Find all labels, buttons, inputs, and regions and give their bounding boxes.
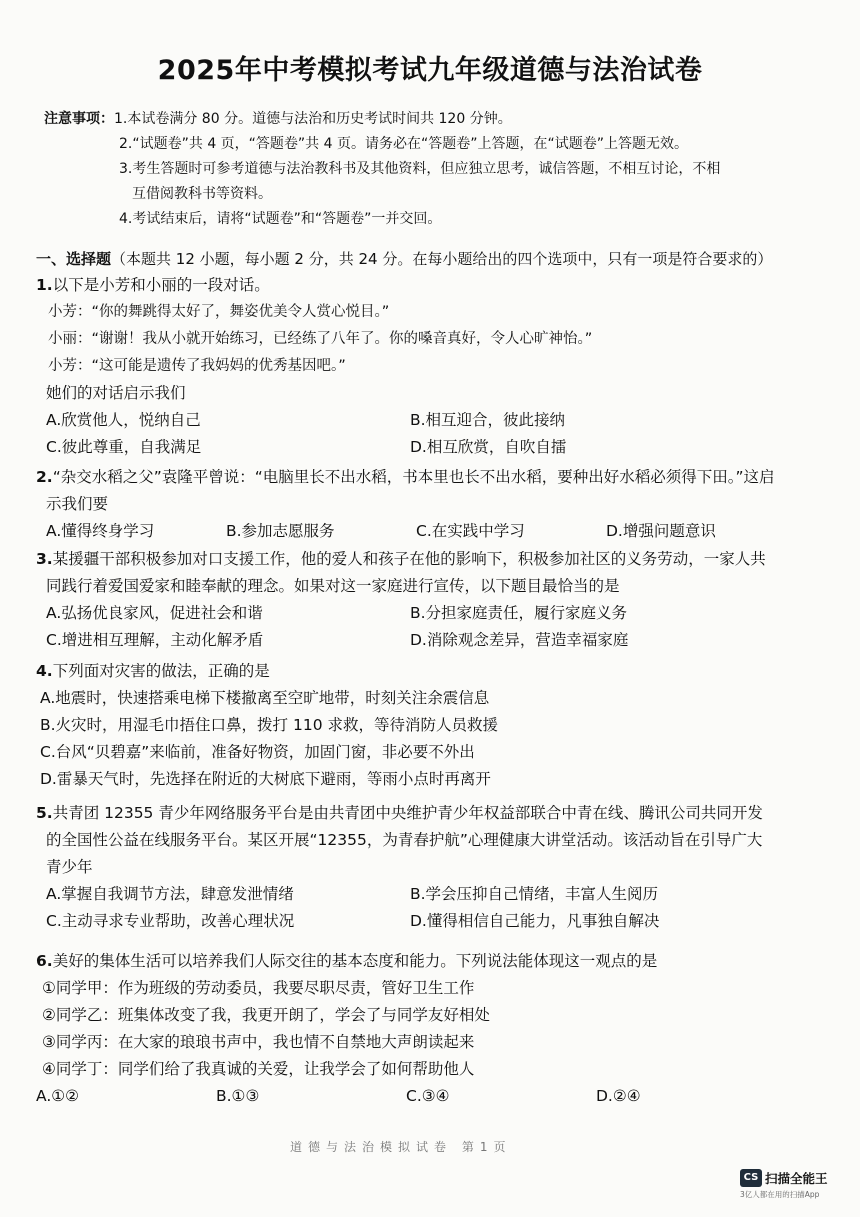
option-c[interactable]: C.主动寻求专业帮助，改善心理状况	[46, 912, 295, 930]
notice-item: 4.考试结束后，请将“试题卷”和“答题卷”一并交回。	[119, 211, 442, 227]
question-stem: 某援疆干部积极参加对口支援工作，他的爱人和孩子在他的影响下，积极参加社区的义务劳动，一家人共	[52, 550, 766, 568]
question-number: 1.	[36, 276, 53, 294]
options	[36, 518, 826, 545]
statement-item: ③同学丙：在大家的琅琅书声中，我也情不自禁地大声朗读起来	[42, 1033, 475, 1051]
question-1	[36, 272, 826, 461]
options	[36, 600, 826, 654]
options	[36, 1083, 826, 1110]
question-stem-cont: 示我们要	[46, 495, 109, 513]
options	[36, 881, 826, 935]
option-d[interactable]: D.增强问题意识	[606, 522, 716, 540]
question-number: 5.	[36, 804, 53, 822]
question-stem: 美好的集体生活可以培养我们人际交往的基本态度和能力。下列说法能体现这一观点的是	[52, 952, 658, 970]
option-d[interactable]: D.消除观念差异，营造幸福家庭	[410, 631, 629, 649]
question-3	[36, 546, 826, 654]
section-heading	[36, 248, 826, 269]
scanner-watermark	[740, 1167, 850, 1200]
question-stem: “杂交水稻之父”袁隆平曾说：“电脑里长不出水稻，书本里也长不出水稻，要种出好水稻必须得下田。”这启	[52, 468, 775, 486]
question-number: 6.	[36, 952, 53, 970]
section-title: 一、选择题	[36, 250, 112, 268]
option-c[interactable]: C.台风“贝碧嘉”来临前，准备好物资，加固门窗，非必要不外出	[40, 743, 475, 761]
option-d[interactable]: D.②④	[596, 1087, 641, 1105]
option-a[interactable]: A.懂得终身学习	[46, 522, 155, 540]
option-d[interactable]: D.相互欣赏，自吹自擂	[410, 438, 567, 456]
question-6	[36, 948, 826, 1110]
statement-item: ①同学甲：作为班级的劳动委员，我要尽职尽责，管好卫生工作	[42, 979, 475, 997]
option-a[interactable]: A.①②	[36, 1087, 80, 1105]
watermark-tagline: 3亿人都在用的扫描App	[740, 1189, 820, 1199]
option-c[interactable]: C.增进相互理解，主动化解矛盾	[46, 631, 264, 649]
statement-item: ④同学丁：同学们给了我真诚的关爱，让我学会了如何帮助他人	[42, 1060, 475, 1078]
option-b[interactable]: B.学会压抑自己情绪，丰富人生阅历	[410, 885, 659, 903]
dialog-line: 小丽：“谢谢！我从小就开始练习，已经练了八年了。你的嗓音真好，令人心旷神怡。”	[48, 331, 593, 347]
option-a[interactable]: A.欣赏他人，悦纳自己	[46, 411, 201, 429]
page-footer: 道德与法治模拟试卷 第1页	[290, 1140, 512, 1154]
question-stem: 共青团 12355 青少年网络服务平台是由共青团中央维护青少年权益部联合中青在线、腾讯公司共同开发	[52, 804, 763, 822]
notice-item: 1.本试卷满分 80 分。道德与法治和历史考试时间共 120 分钟。	[114, 111, 512, 127]
question-stem-cont: 的全国性公益在线服务平台。某区开展“12355，为青春护航”心理健康大讲堂活动。该活动旨在引导广大	[46, 831, 763, 849]
option-c[interactable]: C.彼此尊重，自我满足	[46, 438, 202, 456]
camscanner-logo-icon: CS	[740, 1169, 762, 1187]
notice-block	[44, 107, 824, 232]
option-a[interactable]: A.掌握自我调节方法，肆意发泄情绪	[46, 885, 294, 903]
question-ask: 她们的对话启示我们	[46, 384, 186, 402]
section-desc: （本题共 12 小题，每小题 2 分，共 24 分。在每小题给出的四个选项中，只有一项是符合要求的）	[111, 250, 773, 268]
dialog-line: 小芳：“这可能是遗传了我妈妈的优秀基因吧。”	[48, 358, 346, 374]
option-b[interactable]: B.分担家庭责任，履行家庭义务	[410, 604, 628, 622]
option-a[interactable]: A.弘扬优良家风，促进社会和谐	[46, 604, 263, 622]
option-c[interactable]: C.在实践中学习	[416, 522, 525, 540]
option-c[interactable]: C.③④	[406, 1087, 450, 1105]
option-b[interactable]: B.相互迎合，彼此接纳	[410, 411, 566, 429]
question-4	[36, 658, 826, 793]
page-title: 2025年中考模拟考试九年级道德与法治试卷	[157, 55, 703, 86]
question-number: 4.	[36, 662, 53, 680]
watermark-name: 扫描全能王	[765, 1170, 828, 1186]
options	[36, 407, 826, 461]
notice-lead: 注意事项：	[44, 111, 114, 127]
question-stem-cont: 同践行着爱国爱家和睦奉献的理念。如果对这一家庭进行宣传，以下题目最恰当的是	[46, 577, 620, 595]
notice-item: 2.“试题卷”共 4 页，“答题卷”共 4 页。请务必在“答题卷”上答题，在“试题卷”上答题无效。	[119, 136, 688, 152]
notice-item: 互借阅教科书等资料。	[132, 186, 272, 202]
question-5	[36, 800, 826, 935]
question-stem: 以下是小芳和小丽的一段对话。	[52, 276, 270, 294]
option-b[interactable]: B.火灾时，用湿毛巾捂住口鼻，拨打 110 求救，等待消防人员救援	[40, 716, 499, 734]
question-stem: 下列面对灾害的做法，正确的是	[52, 662, 270, 680]
option-a[interactable]: A.地震时，快速搭乘电梯下楼撤离至空旷地带，时刻关注余震信息	[40, 689, 490, 707]
question-number: 3.	[36, 550, 53, 568]
dialog-line: 小芳：“你的舞跳得太好了，舞姿优美令人赏心悦目。”	[48, 304, 390, 320]
question-stem-cont: 青少年	[46, 858, 93, 876]
option-d[interactable]: D.雷暴天气时，先选择在附近的大树底下避雨，等雨小点时再离开	[40, 770, 491, 788]
statement-item: ②同学乙：班集体改变了我，我更开朗了，学会了与同学友好相处	[42, 1006, 490, 1024]
option-b[interactable]: B.参加志愿服务	[226, 522, 335, 540]
option-d[interactable]: D.懂得相信自己能力，凡事独自解决	[410, 912, 660, 930]
notice-item: 3.考生答题时可参考道德与法治教科书及其他资料，但应独立思考，诚信答题，不相互讨论，不相	[119, 161, 721, 177]
option-b[interactable]: B.①③	[216, 1087, 260, 1105]
question-2	[36, 464, 826, 545]
question-number: 2.	[36, 468, 53, 486]
